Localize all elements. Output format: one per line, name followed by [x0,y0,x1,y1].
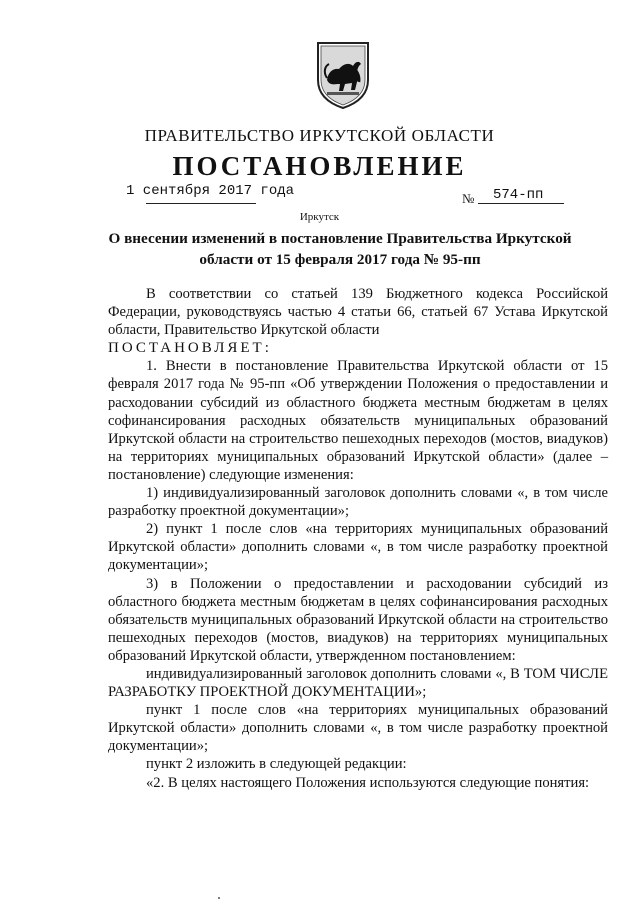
document-body [108,285,608,792]
item-1-3-a-paragraph: индивидуализированный заголовок дополнить словами «, В ТОМ ЧИСЛЕ РАЗРАБОТКУ ПРОЕКТНОЙ ДОКУМЕНТАЦИИ»; [108,665,608,701]
item-1-3-paragraph: 3) в Положении о предоставлении и расходовании субсидий из областного бюджета местным бюджетам в целях софинансирования расходных обязательств муниципальных образований Иркутской области на строительство пешеходных переходов (мостов, виадуков) на территориях муниципальных образований Иркутской области, утвержденном постановлением: [108,575,608,664]
number-sign: № [462,191,475,206]
item-1-paragraph: 1. Внести в постановление Правительства Иркутской области от 15 февраля 2017 года № 95-пп «Об утверждении Положения о предоставлении и расходовании субсидий из областного бюджета местным бюджетам в целях софинансирования расходных обязательств муниципальных образований Иркутской области на строительство пешеходных переходов (мостов, виадуков) на территориях муниципальных образований Иркутской области» (далее – постановление) следующие изменения: [108,358,608,483]
coat-of-arms-icon [315,40,371,110]
document-city: Иркутск [299,211,340,223]
number-underline [478,203,564,204]
resolves-heading: ПОСТАНОВЛЯЕТ: [108,340,272,357]
document-number: 574-пп [493,187,544,203]
document-date: 1 сентября 2017 года [126,183,295,199]
organization-title: ПРАВИТЕЛЬСТВО ИРКУТСКОЙ ОБЛАСТИ [144,126,495,145]
scan-speck [218,897,220,899]
document-subject: О внесении изменений в постановление Правительства Иркутской области от 15 февраля 2017 года № 95-пп [108,230,572,268]
date-underline [146,203,256,204]
preamble-paragraph: В соответствии со статьей 139 Бюджетного кодекса Российской Федерации, руководствуясь частью 4 статьи 66, статьей 67 Устава Иркутской области, Правительство Иркутской области [108,286,608,339]
document-type-title: ПОСТАНОВЛЕНИЕ [172,151,467,181]
item-1-3-c-paragraph: пункт 2 изложить в следующей редакции: [146,756,407,773]
item-1-1-paragraph: 1) индивидуализированный заголовок дополнить словами «, в том числе разработку проектной документации»; [108,485,608,520]
item-1-3-d-paragraph: «2. В целях настоящего Положения используются следующие понятия: [146,774,590,791]
item-1-2-paragraph: 2) пункт 1 после слов «на территориях муниципальных образований Иркутской области» дополнить словами «, в том числе разработку проектной документации»; [108,521,608,574]
item-1-3-b-paragraph: пункт 1 после слов «на территориях муниципальных образований Иркутской области» дополнить словами «, в том числе разработку проектной документации»; [108,702,608,755]
